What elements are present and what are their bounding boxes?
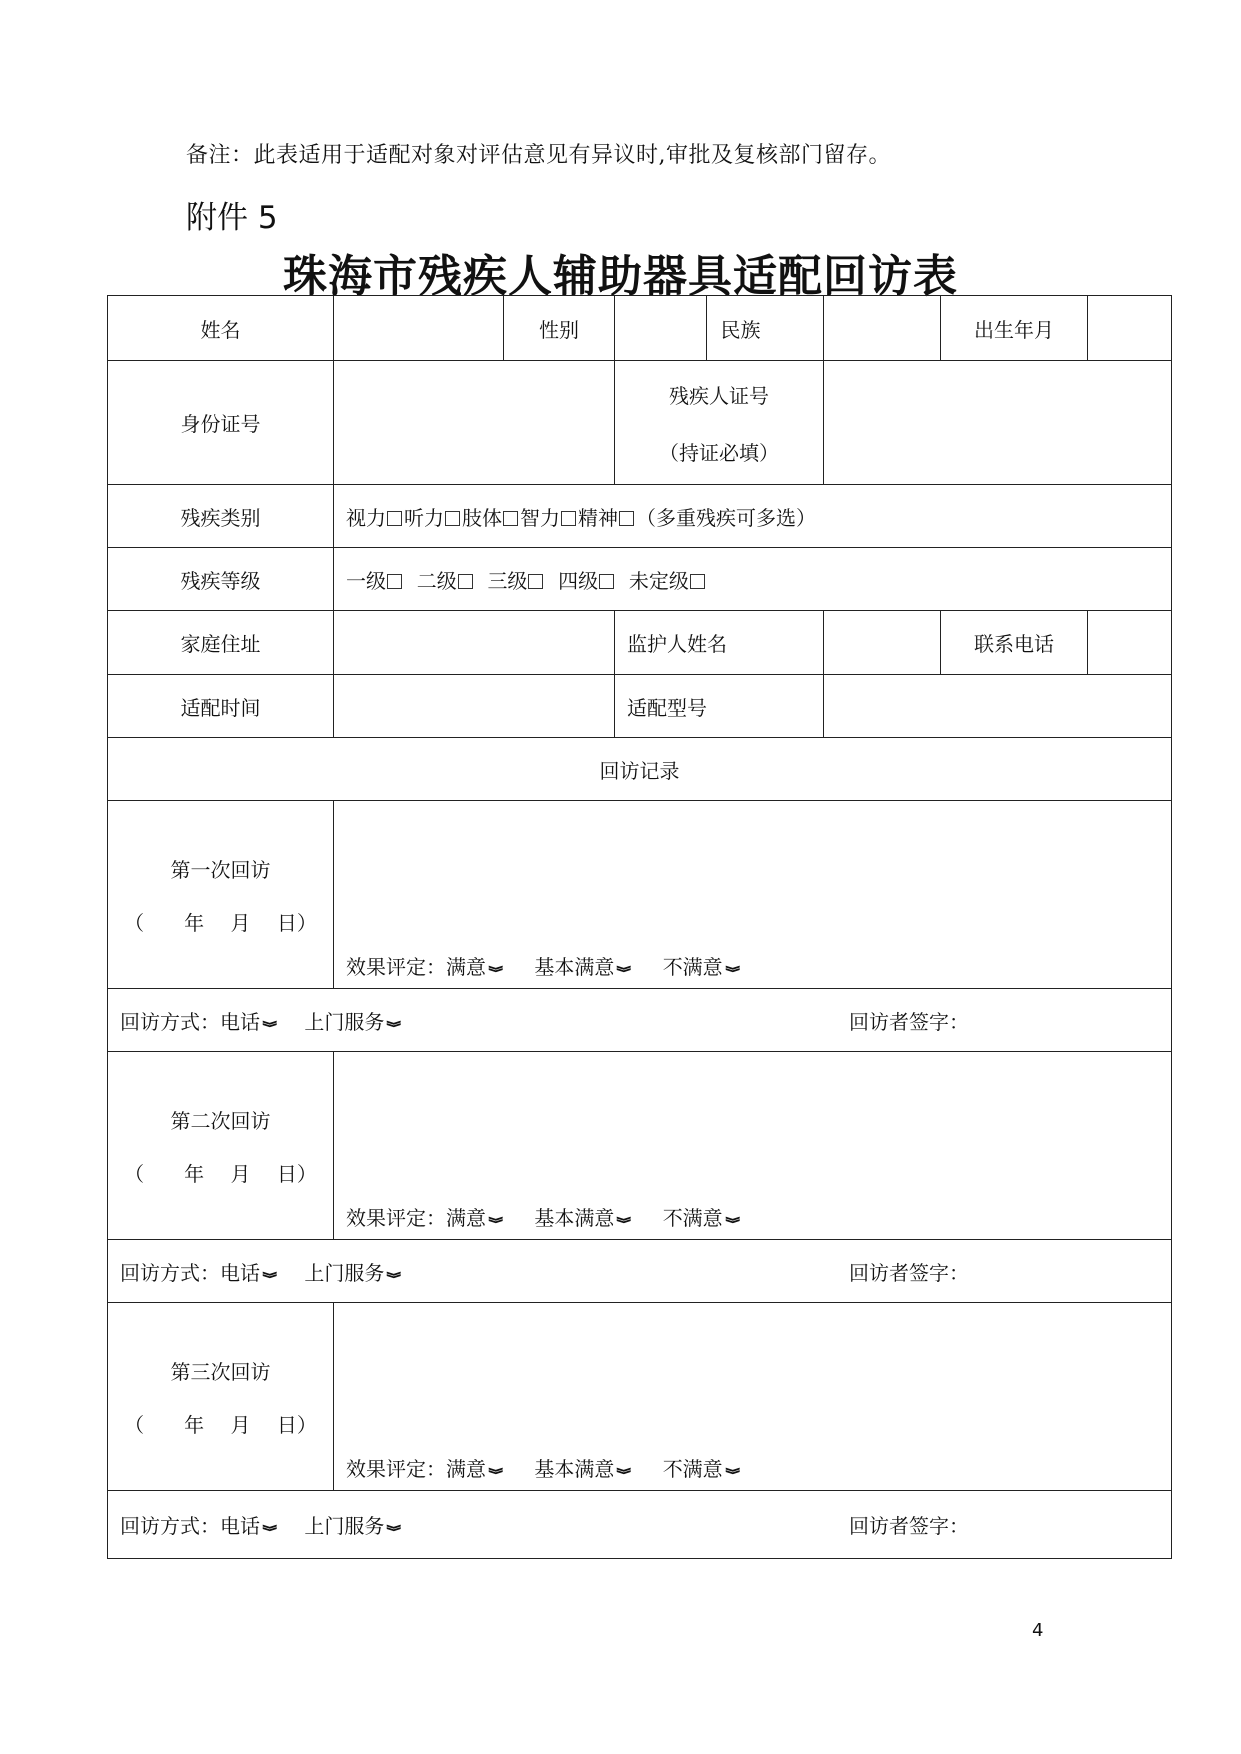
option-mark-icon[interactable]: ⟫ <box>487 1466 506 1476</box>
eval-option-unsatisfied[interactable]: 不满意⟫ <box>662 1206 742 1230</box>
option-mark-icon[interactable]: ⟫ <box>615 964 634 974</box>
option-mark-icon[interactable]: ⟫ <box>385 1270 404 1279</box>
option-mark-icon[interactable]: ⟫ <box>615 1215 634 1225</box>
method-option-phone[interactable]: 电话⟫ <box>220 1009 280 1034</box>
option-mark-icon[interactable]: ⟫ <box>487 1215 506 1225</box>
option-mark-icon[interactable]: ⟫ <box>487 964 506 974</box>
evaluation-label: 效果评定： <box>346 955 446 979</box>
option-mark-icon[interactable]: ⟫ <box>385 1019 404 1028</box>
birth-input[interactable] <box>1088 296 1171 360</box>
address-label: 家庭住址 <box>108 611 334 675</box>
fit-time-input[interactable] <box>334 675 615 738</box>
ethnicity-label: 民族 <box>721 296 824 361</box>
ethnicity-input[interactable] <box>824 296 941 361</box>
disability-cert-label: 残疾人证号 <box>669 383 769 408</box>
fit-model-input[interactable] <box>824 675 1172 738</box>
type-option-vision[interactable]: 视力 <box>346 506 404 530</box>
visit-form-table <box>107 295 1172 1559</box>
eval-option-basic[interactable]: 基本满意⟫ <box>534 1206 634 1230</box>
visit-2-method-row <box>108 1240 1172 1303</box>
eval-option-basic[interactable]: 基本满意⟫ <box>534 955 634 979</box>
checkbox-icon[interactable] <box>561 511 576 526</box>
eval-option-satisfied[interactable]: 满意⟫ <box>446 1457 506 1481</box>
visit-2-date[interactable]: （ 年 月 日） <box>124 1161 317 1186</box>
evaluation-label: 效果评定： <box>346 1206 446 1230</box>
visit-3-method-row <box>108 1491 1172 1559</box>
method-label: 回访方式： <box>120 1514 220 1538</box>
fit-time-label: 适配时间 <box>108 675 334 738</box>
disability-cert-input[interactable] <box>824 361 1172 485</box>
gender-input[interactable] <box>615 296 707 361</box>
visit-2-content[interactable] <box>334 1052 1172 1240</box>
checkbox-icon[interactable] <box>528 574 543 589</box>
visit-record-heading: 回访记录 <box>108 738 1172 801</box>
level-option-4[interactable]: 四级 <box>558 569 616 593</box>
option-mark-icon[interactable]: ⟫ <box>723 964 742 974</box>
birth-label-cell <box>941 296 1172 361</box>
visit-1-method-row <box>108 989 1172 1052</box>
option-mark-icon[interactable]: ⟫ <box>261 1019 280 1028</box>
visit-2-label: 第二次回访 <box>170 1108 271 1133</box>
method-label: 回访方式： <box>120 1260 220 1285</box>
visit-1-evaluation <box>346 951 1171 980</box>
visit-2-evaluation <box>346 1202 1171 1231</box>
gender-label: 性别 <box>504 296 615 361</box>
page-number: 4 <box>1032 1620 1044 1641</box>
disability-level-options <box>334 548 1172 611</box>
visit-3-date[interactable]: （ 年 月 日） <box>124 1412 317 1437</box>
visit-2-label-cell <box>108 1052 334 1240</box>
fit-model-label: 适配型号 <box>615 675 824 738</box>
option-mark-icon[interactable]: ⟫ <box>261 1270 280 1279</box>
phone-input[interactable] <box>1088 611 1171 674</box>
method-option-visit[interactable]: 上门服务⟫ <box>304 1009 404 1034</box>
option-mark-icon[interactable]: ⟫ <box>385 1523 404 1533</box>
visit-2-signature[interactable]: 回访者签字： <box>849 1260 969 1285</box>
eval-option-unsatisfied[interactable]: 不满意⟫ <box>662 1457 742 1481</box>
checkbox-icon[interactable] <box>503 511 518 526</box>
option-mark-icon[interactable]: ⟫ <box>261 1523 280 1533</box>
level-option-undetermined[interactable]: 未定级 <box>629 569 707 593</box>
type-option-intellect[interactable]: 智力 <box>520 506 578 530</box>
checkbox-icon[interactable] <box>387 511 402 526</box>
visit-3-evaluation <box>346 1453 1171 1482</box>
eval-option-satisfied[interactable]: 满意⟫ <box>446 955 506 979</box>
visit-1-label-cell <box>108 801 334 989</box>
id-number-input[interactable] <box>334 361 615 485</box>
visit-3-label: 第三次回访 <box>170 1359 271 1384</box>
method-label: 回访方式： <box>120 1009 220 1034</box>
visit-1-content[interactable] <box>334 801 1172 989</box>
checkbox-icon[interactable] <box>387 574 402 589</box>
evaluation-label: 效果评定： <box>346 1457 446 1481</box>
level-option-2[interactable]: 二级 <box>417 569 475 593</box>
checkbox-icon[interactable] <box>690 574 705 589</box>
visit-3-signature[interactable]: 回访者签字： <box>849 1514 969 1538</box>
checkbox-icon[interactable] <box>619 511 634 526</box>
eval-option-satisfied[interactable]: 满意⟫ <box>446 1206 506 1230</box>
option-mark-icon[interactable]: ⟫ <box>723 1466 742 1476</box>
visit-3-label-cell <box>108 1303 334 1491</box>
method-option-visit[interactable]: 上门服务⟫ <box>304 1514 404 1538</box>
visit-1-date[interactable]: （ 年 月 日） <box>124 910 317 935</box>
disability-level-label: 残疾等级 <box>108 548 334 611</box>
form-title: 珠海市残疾人辅助器具适配回访表 <box>283 251 958 302</box>
option-mark-icon[interactable]: ⟫ <box>615 1466 634 1476</box>
birth-label: 出生年月 <box>941 296 1088 360</box>
disability-type-note: （多重残疾可多选） <box>636 505 816 530</box>
type-option-limb[interactable]: 肢体 <box>462 506 520 530</box>
guardian-label: 监护人姓名 <box>615 611 824 675</box>
option-mark-icon[interactable]: ⟫ <box>723 1215 742 1225</box>
phone-label: 联系电话 <box>941 611 1088 674</box>
phone-label-cell <box>941 611 1172 675</box>
id-number-label: 身份证号 <box>108 361 334 485</box>
remark-note: 备注：此表适用于适配对象对评估意见有异议时,审批及复核部门留存。 <box>186 143 891 168</box>
checkbox-icon[interactable] <box>599 574 614 589</box>
level-option-3[interactable]: 三级 <box>487 569 545 593</box>
method-option-phone[interactable]: 电话⟫ <box>220 1514 280 1538</box>
cert-note: （持证必填） <box>659 440 779 465</box>
visit-3-content[interactable] <box>334 1303 1172 1491</box>
disability-type-label: 残疾类别 <box>108 485 334 548</box>
address-input[interactable] <box>334 611 615 675</box>
disability-cert-label-cell <box>615 361 824 485</box>
level-option-1[interactable]: 一级 <box>346 569 404 593</box>
type-option-mental[interactable]: 精神 <box>578 506 636 530</box>
disability-type-options <box>334 485 1172 548</box>
checkbox-icon[interactable] <box>458 574 473 589</box>
eval-option-unsatisfied[interactable]: 不满意⟫ <box>662 955 742 979</box>
attachment-label: 附件 5 <box>186 200 278 236</box>
method-option-phone[interactable]: 电话⟫ <box>220 1260 280 1285</box>
name-input[interactable] <box>334 296 504 361</box>
checkbox-icon[interactable] <box>445 511 460 526</box>
visit-1-signature[interactable]: 回访者签字： <box>849 1009 969 1034</box>
guardian-input[interactable] <box>824 611 941 675</box>
visit-1-label: 第一次回访 <box>170 857 271 882</box>
name-label: 姓名 <box>108 296 334 361</box>
type-option-hearing[interactable]: 听力 <box>404 506 462 530</box>
eval-option-basic[interactable]: 基本满意⟫ <box>534 1457 634 1481</box>
method-option-visit[interactable]: 上门服务⟫ <box>304 1260 404 1285</box>
